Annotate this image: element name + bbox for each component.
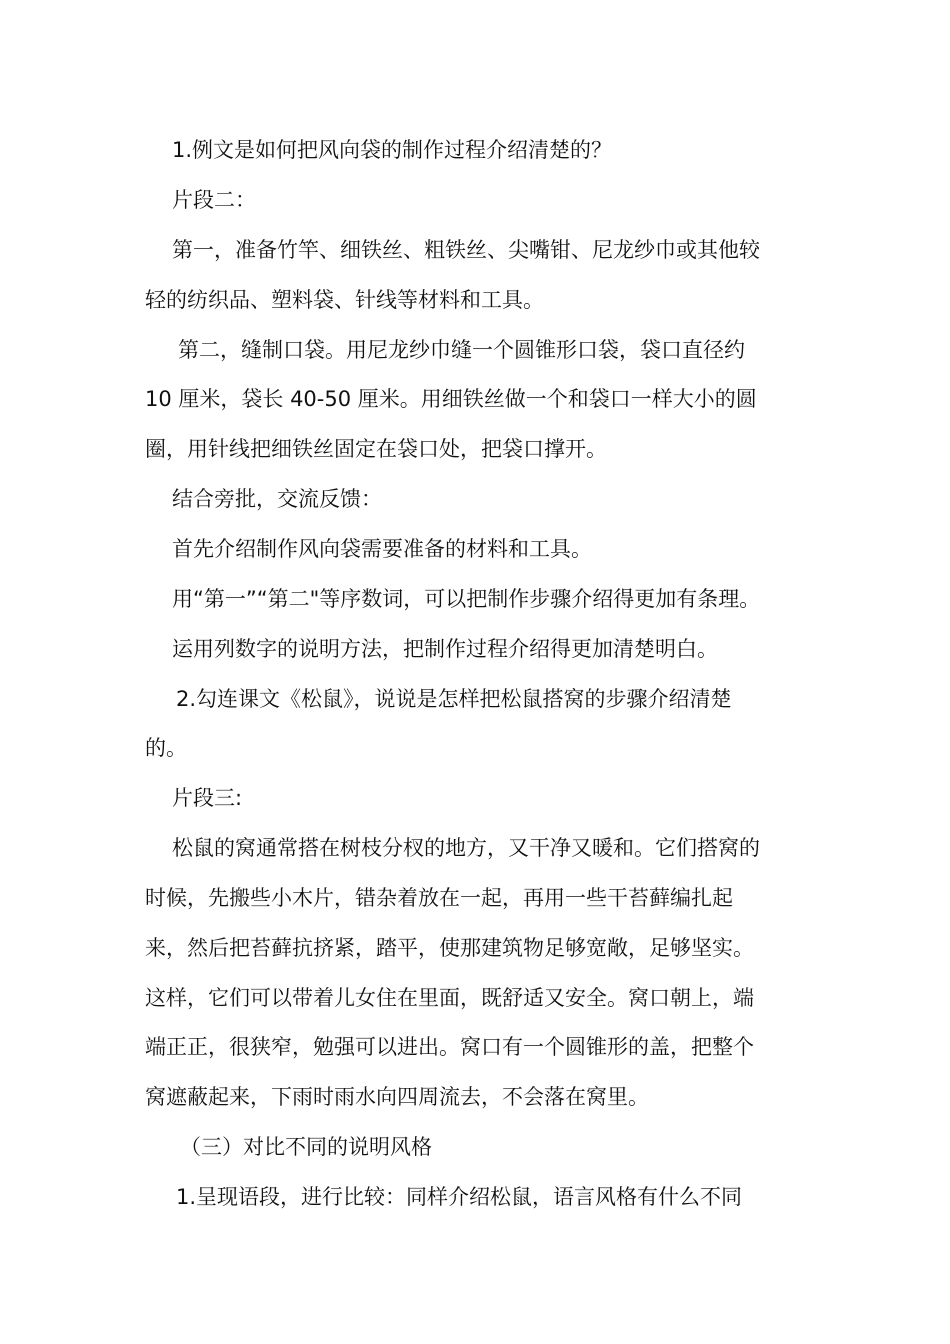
feedback-heading: 结合旁批，交流反馈：	[172, 487, 382, 511]
text-line: 这样，它们可以带着儿女住在里面，既舒适又安全。窝口朝上，端	[145, 986, 754, 1010]
text-line: 来，然后把苔藓抗挤紧，踏平，使那建筑物足够宽敞，足够坚实。	[145, 936, 754, 960]
text-line: 10 厘米，袋长 40-50 厘米。用细铁丝做一个和袋口一样大小的圆	[145, 387, 757, 411]
excerpt-3-heading: 片段三:	[172, 786, 243, 810]
text-line: 首先介绍制作风向袋需要准备的材料和工具。	[172, 537, 592, 561]
text-line: 松鼠的窝通常搭在树枝分杈的地方，又干净又暖和。它们搭窝的	[172, 836, 760, 860]
question-1-line: 1.例文是如何把风向袋的制作过程介绍清楚的？	[172, 138, 613, 162]
question-2-line: 2.勾连课文《松鼠》，说说是怎样把松鼠搭窝的步骤介绍清楚	[176, 687, 732, 711]
text-line: 1.呈现语段，进行比较：同样介绍松鼠，语言风格有什么不同	[176, 1185, 743, 1209]
text-line: 运用列数字的说明方法，把制作过程介绍得更加清楚明白。	[172, 637, 718, 661]
excerpt-2-heading: 片段二：	[172, 188, 256, 212]
text-line: 时候，先搬些小木片，错杂着放在一起，再用一些干苔藓编扎起	[145, 886, 733, 910]
section-3-heading: （三）对比不同的说明风格	[180, 1135, 432, 1159]
text-line: 窝遮蔽起来，下雨时雨水向四周流去，不会落在窝里。	[145, 1085, 649, 1109]
text-line: 第一，准备竹竿、细铁丝、粗铁丝、尖嘴钳、尼龙纱巾或其他较	[172, 238, 760, 262]
text-line: 端正正，很狭窄，勉强可以进出。窝口有一个圆锥形的盖，把整个	[145, 1035, 754, 1059]
text-line: 轻的纺织品、塑料袋、针线等材料和工具。	[145, 288, 544, 312]
text-line: 用“第一”“第二"等序数词，可以把制作步骤介绍得更加有条理。	[172, 587, 761, 611]
text-line: 圈，用针线把细铁丝固定在袋口处，把袋口撑开。	[145, 437, 607, 461]
text-line: 的。	[145, 736, 187, 760]
text-line: 第二，缝制口袋。用尼龙纱巾缝一个圆锥形口袋，袋口直径约	[178, 338, 745, 362]
